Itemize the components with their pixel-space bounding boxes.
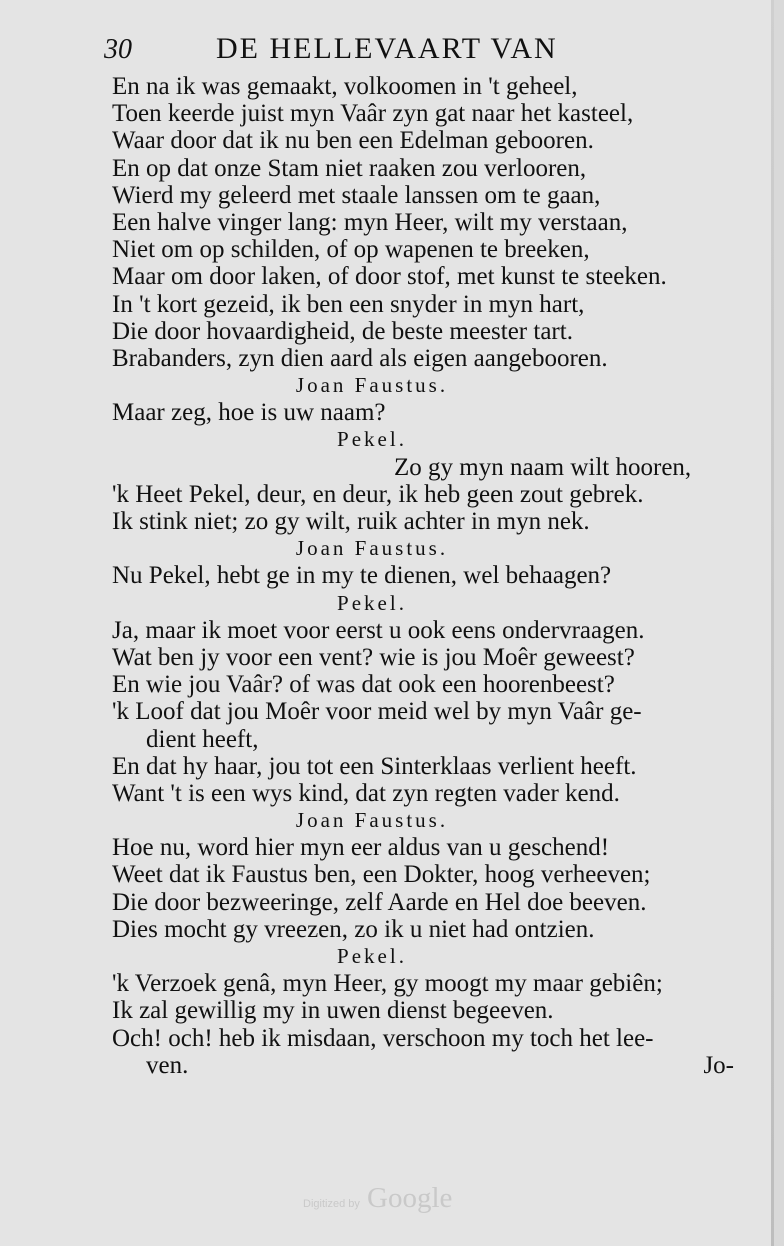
running-title: DE HELLEVAART VAN [216,32,558,65]
speaker-name: Joan Faustus. [295,536,449,561]
speaker-name: Joan Faustus. [295,808,449,833]
verse-line: Wierd my geleerd met staale lanssen om te gaan, [112,181,601,209]
verse-line: In 't kort gezeid, ik ben een snyder in myn hart, [112,290,585,318]
catchword: Jo- [703,1051,734,1079]
verse-line: Zo gy myn naam wilt hooren, [394,453,692,481]
play-text [112,73,752,1079]
watermark-prefix: Digitized by [303,1198,360,1210]
verse-line: Maar om door laken, of door stof, met kunst te steeken. [112,263,667,291]
digitization-watermark [303,1182,483,1216]
verse-line: Wat ben jy voor een vent? wie is jou Moêr geweest? [112,643,635,671]
verse-line: 'k Heet Pekel, deur, en deur, ik heb geen zout gebrek. [112,480,644,508]
speaker-name: Pekel. [337,944,407,968]
verse-line: Hoe nu, word hier myn eer aldus van u geschend! [112,834,610,862]
speaker-name: Joan Faustus. [295,373,449,398]
verse-line: En op dat onze Stam niet raaken zou verlooren, [112,154,587,182]
verse-line: Want 't is een wys kind, dat zyn regten vader kend. [112,779,620,807]
verse-line: En na ik was gemaakt, volkoomen in 't geheel, [112,73,578,100]
verse-line: Waar door dat ik nu ben een Edelman gebooren. [112,127,594,155]
verse-line: 'k Loof dat jou Moêr voor meid wel by myn Vaâr ge- [112,698,642,726]
verse-line: dient heeft, [146,725,259,753]
verse-line: Och! och! heb ik misdaan, verschoon my toch het lee- [112,1024,654,1052]
verse-line: En wie jou Vaâr? of was dat ook een hoorenbeest? [112,671,615,699]
verse-line: Maar zeg, hoe is uw naam? [112,399,386,427]
speaker-name: Pekel. [337,590,407,615]
verse-line: Dies mocht gy vreezen, zo ik u niet had ontzien. [112,915,595,943]
verse-line: Een halve vinger lang: myn Heer, wilt my verstaan, [112,208,628,236]
page-number: 30 [104,34,132,65]
verse-line: Ja, maar ik moet voor eerst u ook eens ondervraagen. [112,616,645,644]
verse-line: En dat hy haar, jou tot een Sinterklaas verlient heeft. [112,752,637,780]
google-logo: Google [367,1182,453,1214]
verse-line: Ik zal gewillig my in uwen dienst begeeven. [112,997,554,1025]
verse-line: ven. [146,1051,189,1079]
verse-line: Die door bezweeringe, zelf Aarde en Hel doe beeven. [112,888,647,916]
verse-line: 'k Verzoek genâ, myn Heer, gy moogt my maar gebiên; [112,970,663,998]
running-head [100,30,660,70]
verse-line: Die door hovaardigheid, de beste meester tart. [112,317,573,345]
page-edge [774,0,784,1246]
verse-line: Ik stink niet; zo gy wilt, ruik achter in myn nek. [112,508,590,535]
page-edge-line [771,0,774,1246]
speaker-name: Pekel. [337,427,407,452]
verse-line: Brabanders, zyn dien aard als eigen aangebooren. [112,344,608,372]
verse-line: Toen keerde juist myn Vaâr zyn gat naar het kasteel, [112,100,634,128]
last-line-row [112,1052,752,1079]
verse-line: Weet dat ik Faustus ben, een Dokter, hoog verheeven; [112,861,651,889]
verse-line: Niet om op schilden, of op wapenen te breeken, [112,236,590,264]
verse-line: Nu Pekel, hebt ge in my te dienen, wel behaagen? [112,562,612,590]
